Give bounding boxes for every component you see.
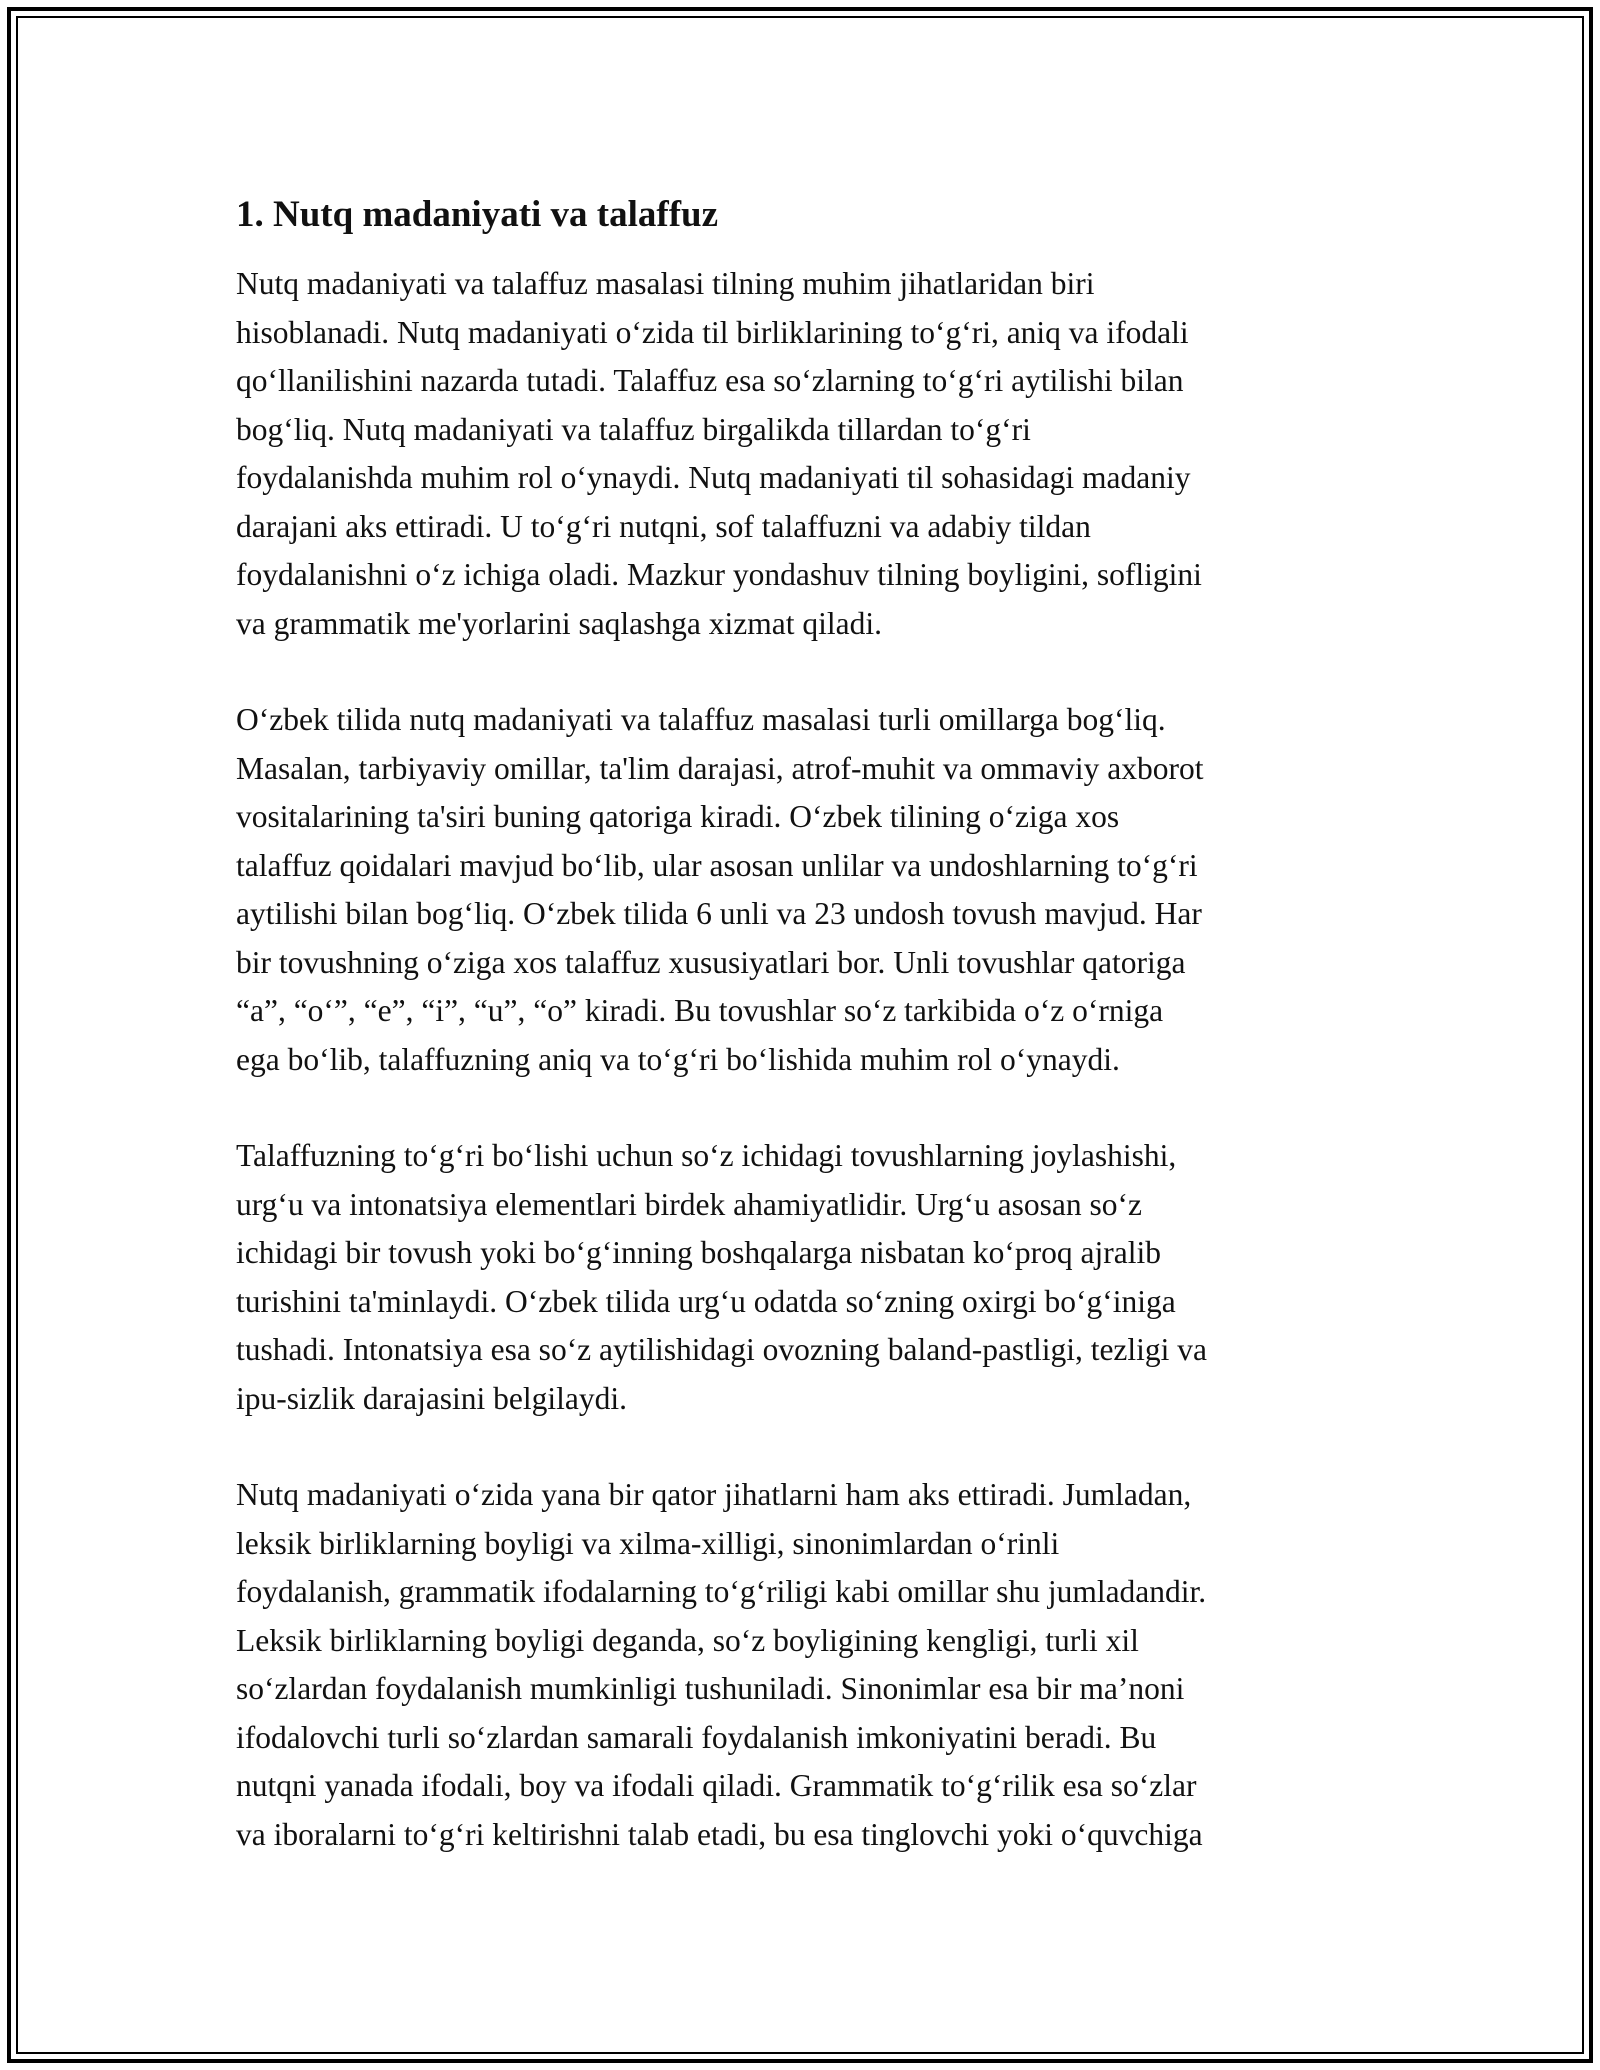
text-line: Talaffuzning toʻgʻri boʻlishi uchun soʻz ichidagi tovushlarning joylashishi, [236, 1138, 1177, 1173]
text-line: bogʻliq. Nutq madaniyati va talaffuz birgalikda tillardan toʻgʻri [236, 411, 1031, 447]
text-line: Masalan, tarbiyaviy omillar, ta'lim darajasi, atrof-muhit va ommaviy axborot [236, 750, 1204, 786]
text-line: ega boʻlib, talaffuzning aniq va toʻgʻri boʻlishida muhim rol oʻynaydi. [236, 1041, 1120, 1077]
text-line: Nutq madaniyati oʻzida yana bir qator jihatlarni ham aks ettiradi. Jumladan, [236, 1477, 1192, 1512]
text-line: aytilishi bilan bogʻliq. Oʻzbek tilida 6 unli va 23 undosh tovush mavjud. Har [236, 896, 1202, 931]
text-line: bir tovushning oʻziga xos talaffuz xususiyatlari bor. Unli tovushlar qatoriga [236, 944, 1186, 980]
text-line: Oʻzbek tilida nutq madaniyati va talaffuz masalasi turli omillarga bogʻliq. [236, 702, 1166, 737]
text-line: “a”, “oʻ”, “e”, “i”, “u”, “o” kiradi. Bu tovushlar soʻz tarkibida oʻz oʻrniga [236, 993, 1164, 1028]
text-line: va iboralarni toʻgʻri keltirishni talab etadi, bu esa tinglovchi yoki oʻquvchiga [236, 1816, 1203, 1852]
paragraph-2 [236, 696, 1376, 1084]
text-line: darajani aks ettiradi. U toʻgʻri nutqni, sof talaffuzni va adabiy tildan [236, 508, 1091, 544]
text-line: leksik birliklarning boyligi va xilma-xilligi, sinonimlardan oʻrinli [236, 1525, 1060, 1561]
text-line: ichidagi bir tovush yoki boʻgʻinning boshqalarga nisbatan koʻproq ajralib [236, 1235, 1161, 1270]
paragraphs-container [236, 260, 1376, 1859]
text-line: Nutq madaniyati va talaffuz masalasi tilning muhim jihatlaridan biri [236, 266, 1095, 301]
text-line: turishini ta'minlaydi. Oʻzbek tilida urgʻu odatda soʻzning oxirgi boʻgʻiniga [236, 1283, 1176, 1319]
text-line: soʻzlardan foydalanish mumkinligi tushuniladi. Sinonimlar esa bir ma’noni [236, 1671, 1185, 1706]
document-body [236, 192, 1376, 1907]
text-line: ifodalovchi turli soʻzlardan samarali foydalanish imkoniyatini beradi. Bu [236, 1719, 1157, 1755]
paragraph-1 [236, 260, 1376, 648]
text-line: foydalanishni oʻz ichiga oladi. Mazkur yondashuv tilning boyligini, sofligini [236, 557, 1202, 592]
text-line: foydalanishda muhim rol oʻynaydi. Nutq madaniyati til sohasidagi madaniy [236, 460, 1191, 495]
text-line: nutqni yanada ifodali, boy va ifodali qiladi. Grammatik toʻgʻrilik esa soʻzlar [236, 1768, 1197, 1803]
text-line: urgʻu va intonatsiya elementlari birdek ahamiyatlidir. Urgʻu asosan soʻz [236, 1186, 1142, 1222]
text-line: hisoblanadi. Nutq madaniyati oʻzida til birliklarining toʻgʻri, aniq va ifodali [236, 314, 1189, 350]
text-line: foydalanish, grammatik ifodalarning toʻgʻriligi kabi omillar shu jumladandir. [236, 1574, 1207, 1609]
section-heading: 1. Nutq madaniyati va talaffuz [236, 194, 719, 235]
text-line: va grammatik me'yorlarini saqlashga xizmat qiladi. [236, 605, 882, 641]
text-line: tushadi. Intonatsiya esa soʻz aytilishidagi ovozning baland-pastligi, tezligi va [236, 1332, 1208, 1367]
paragraph-4 [236, 1471, 1376, 1859]
text-line: ipu-sizlik darajasini belgilaydi. [236, 1380, 628, 1416]
text-line: qoʻllanilishini nazarda tutadi. Talaffuz esa soʻzlarning toʻgʻri aytilishi bilan [236, 363, 1184, 398]
text-line: Leksik birliklarning boyligi deganda, soʻz boyligining kengligi, turli xil [236, 1622, 1139, 1658]
paragraph-3 [236, 1132, 1376, 1423]
text-line: talaffuz qoidalari mavjud boʻlib, ular asosan unlilar va undoshlarning toʻgʻri [236, 847, 1198, 883]
text-line: vositalarining ta'siri buning qatoriga kiradi. Oʻzbek tilining oʻziga xos [236, 799, 1120, 834]
